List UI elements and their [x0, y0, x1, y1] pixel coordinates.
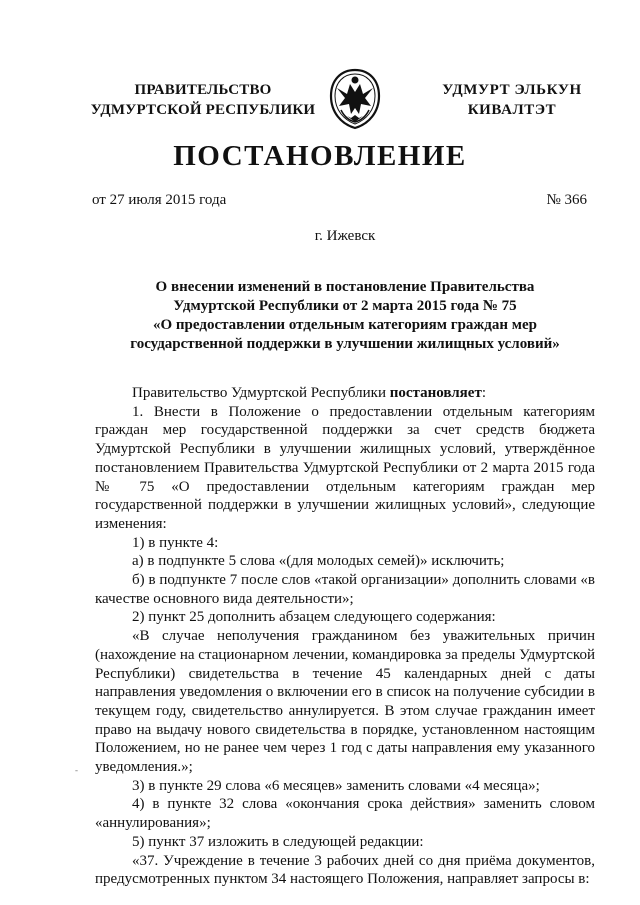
- document-body: [95, 384, 595, 889]
- udmurt-coat-of-arms-icon: [327, 68, 383, 130]
- subject-line: «О предоставлении отдельным категориям граждан мер: [153, 317, 537, 333]
- document-city: г. Ижевск: [314, 228, 376, 244]
- document-title: ПОСТАНОВЛЕНИЕ: [173, 140, 467, 172]
- subject-line: О внесении изменений в постановление Правительства: [155, 279, 535, 295]
- body-paragraph: 3) в пункте 29 слова «6 месяцев» заменить словами «4 месяца»;: [132, 777, 540, 794]
- subject-line: государственной поддержки в улучшении жилищных условий»: [130, 336, 560, 352]
- document-number: № 366: [546, 192, 587, 208]
- header-left-line1: ПРАВИТЕЛЬСТВО: [134, 82, 272, 98]
- body-paragraph: б) в подпункте 7 после слов «такой организации» дополнить словами «в качестве основного вида деятельности»;: [95, 572, 595, 607]
- margin-mark: -: [75, 765, 78, 775]
- header-left-line2: УДМУРТСКОЙ РЕСПУБЛИКИ: [90, 102, 316, 118]
- body-paragraph: 1. Внести в Положение о предоставлении отдельным категориям граждан мер государственной поддержки за счет средств бюджета Удмуртской Республики в улучшении жилищных условий, утверждённое постановлением Правительства Удмуртской Республики от 2 марта 2015 года № 75 «О предоставлении отдельным категориям граждан мер государственной поддержки в улучшении жилищных условий», следующие изменения:: [95, 403, 595, 532]
- body-paragraph: «В случае неполучения гражданином без уважительных причин (нахождение на стационарном лечении, командировка за пределы Удмуртской Республики) свидетельства в течение 45 календарных дней с даты направления уведомления о включении его в список на получение субсидии в текущем году, свидетельство аннулируется. В этом случае гражданин имеет право на выдачу нового свидетельства в порядке, установленном настоящим Положением, но не ранее чем через 1 год с даты направления ему указанного уведомления.»;: [95, 628, 595, 776]
- body-paragraph: 4) в пункте 32 слова «окончания срока действия» заменить словом «аннулирования»;: [95, 796, 595, 832]
- header-right: [412, 80, 612, 120]
- intro-suffix: :: [481, 385, 486, 401]
- body-intro: [95, 384, 595, 403]
- document-subject: [110, 278, 580, 354]
- header-left: [78, 80, 328, 120]
- subject-line: Удмуртской Республики от 2 марта 2015 года № 75: [173, 298, 517, 314]
- intro-bold: постановляет: [389, 385, 482, 401]
- body-paragraph: «37. Учреждение в течение 3 рабочих дней со дня приёма документов, предусмотренных пунктом 34 настоящего Положения, направляет запросы в:: [95, 852, 595, 888]
- body-paragraph: 1) в пункте 4:: [132, 534, 219, 551]
- header-right-line1: УДМУРТ ЭЛЬКУН: [442, 82, 582, 98]
- body-paragraph: а) в подпункте 5 слова «(для молодых семей)» исключить;: [132, 553, 505, 570]
- intro-prefix: Правительство Удмуртской Республики: [132, 385, 390, 401]
- header-right-line2: КИВАЛТЭТ: [467, 102, 557, 118]
- document-date: от 27 июля 2015 года: [92, 192, 227, 208]
- body-paragraph: 5) пункт 37 изложить в следующей редакции:: [132, 833, 424, 850]
- body-paragraph: 2) пункт 25 дополнить абзацем следующего содержания:: [132, 609, 496, 626]
